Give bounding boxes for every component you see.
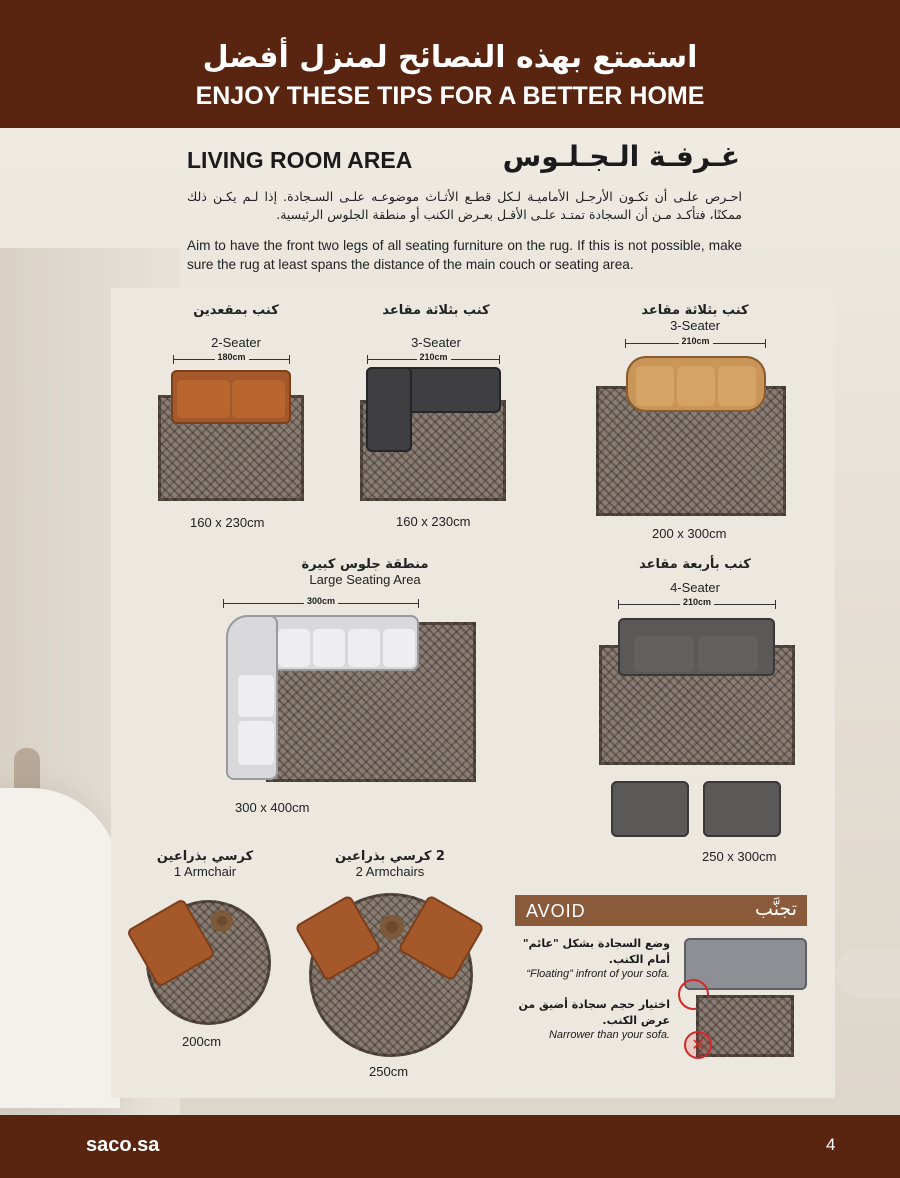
- armchair: [611, 781, 689, 837]
- page-footer: [0, 1115, 900, 1178]
- avoid-item-text-en: Narrower than your sofa.: [548, 1029, 670, 1041]
- sofa-width-measure: [367, 352, 500, 365]
- section-title-en: LIVING ROOM AREA: [187, 147, 413, 173]
- rug-size: 200 x 300cm: [652, 526, 727, 541]
- layout-label-en: 4-Seater: [670, 580, 720, 595]
- rug-size: 250cm: [369, 1064, 409, 1079]
- avoid-item-narrow: [510, 997, 670, 1041]
- intro-text-ar: احـرص علـى أن تكـون الأرجـل الأماميـة لـكل قطـع الأثـاث موضوعـه علـى السـجادة. إذا لـم يكـن ذلك ممكنًا، فتأكـد مـن أن السجادة تمتـد علـى الأقـل بعـرض الكنب أو منطقة الجلوس الرئيسية.: [187, 189, 742, 222]
- avoid-item-text-en: “Floating” infront of your sofa.: [526, 968, 670, 980]
- sofa-2seater: [171, 370, 291, 424]
- background-sofa: [0, 788, 120, 1108]
- intro-text-en: Aim to have the front two legs of all seating furniture on the rug. If this is not possible, make sure the rug at least spans the distance of the main couch or seating area.: [187, 238, 742, 272]
- header-title-ar: استمتع بهذه النصائح لمنزل أفضل: [202, 40, 698, 75]
- sofa-3seater-rounded: [626, 356, 766, 412]
- avoid-item-floating: [510, 936, 670, 980]
- sofa-width-measure: [625, 336, 766, 349]
- rug-size: 300 x 400cm: [235, 800, 310, 815]
- background-side-table: [836, 948, 900, 998]
- sofa-3seater-chaise: [366, 367, 412, 452]
- layout-4seater-label: [620, 557, 770, 595]
- side-table-plant: [380, 915, 404, 939]
- avoid-cross-icon: ✕: [684, 1031, 712, 1059]
- layout-3seater-label: [366, 303, 506, 350]
- rug-size: 160 x 230cm: [396, 514, 471, 529]
- footer-site[interactable]: saco.sa: [86, 1134, 160, 1156]
- sofa-4seater: [618, 618, 775, 676]
- sofa-width-text: 210cm: [416, 352, 450, 362]
- avoid-title-ar: تجنَّب: [755, 898, 797, 920]
- sofa-width-text: 210cm: [678, 336, 712, 346]
- layout-label-en: Large Seating Area: [309, 572, 421, 587]
- sofa-width-text: 180cm: [214, 352, 248, 362]
- layout-label-en: 3-Seater: [670, 318, 720, 333]
- avoid-item-text-ar: وضع السجادة بشكل "عائم" أمام الكنب.: [522, 937, 670, 966]
- armchair: [703, 781, 781, 837]
- page-number: 4: [826, 1135, 836, 1154]
- layout-label-ar: منطقة جلوس كبيرة: [301, 557, 429, 572]
- layout-1armchair-label: [140, 849, 270, 879]
- avoid-title-en: AVOID: [526, 901, 586, 921]
- section-title-ar: غـرفـة الـجـلـوس: [502, 140, 740, 173]
- layout-label-ar: كنب بمقعدين: [193, 303, 279, 318]
- page-header: [0, 0, 900, 128]
- layout-label-ar: كنب بأربعة مقاعد: [639, 557, 751, 572]
- layout-3seater-large-label: [620, 303, 770, 333]
- sofa-width-measure: [173, 352, 290, 365]
- layout-label-ar: كنب بثلاثة مقاعد: [641, 303, 749, 318]
- rug-size: 250 x 300cm: [702, 849, 777, 864]
- sofa-width-measure: [618, 597, 776, 610]
- layout-label-ar: كنب بثلاثة مقاعد: [382, 303, 490, 318]
- avoid-item-text-ar: اختيار حجم سجادة أضيق من عرض الكنب.: [518, 998, 670, 1027]
- layout-label-ar: كرسي بذراعين: [156, 849, 254, 864]
- layout-2armchairs-label: [320, 849, 460, 879]
- side-table-plant: [211, 910, 233, 932]
- sofa-width-text: 300cm: [304, 596, 338, 606]
- header-title-en: ENJOY THESE TIPS FOR A BETTER HOME: [195, 82, 705, 110]
- rug-size: 160 x 230cm: [190, 515, 265, 530]
- avoid-header: [515, 895, 807, 926]
- layout-label-en: 3-Seater: [411, 335, 461, 350]
- sofa-width-measure: [223, 596, 419, 609]
- layout-label-ar: 2 كرسي بذراعين: [335, 849, 445, 864]
- rug-size: 200cm: [182, 1034, 222, 1049]
- sofa-width-text: 210cm: [680, 597, 714, 607]
- layout-large-area-label: [270, 557, 460, 587]
- layout-label-en: 2 Armchairs: [355, 864, 425, 879]
- layout-2seater-label: [166, 303, 306, 350]
- layout-label-en: 1 Armchair: [173, 864, 237, 879]
- layout-label-en: 2-Seater: [211, 335, 261, 350]
- sectional-sofa-side: [226, 615, 278, 780]
